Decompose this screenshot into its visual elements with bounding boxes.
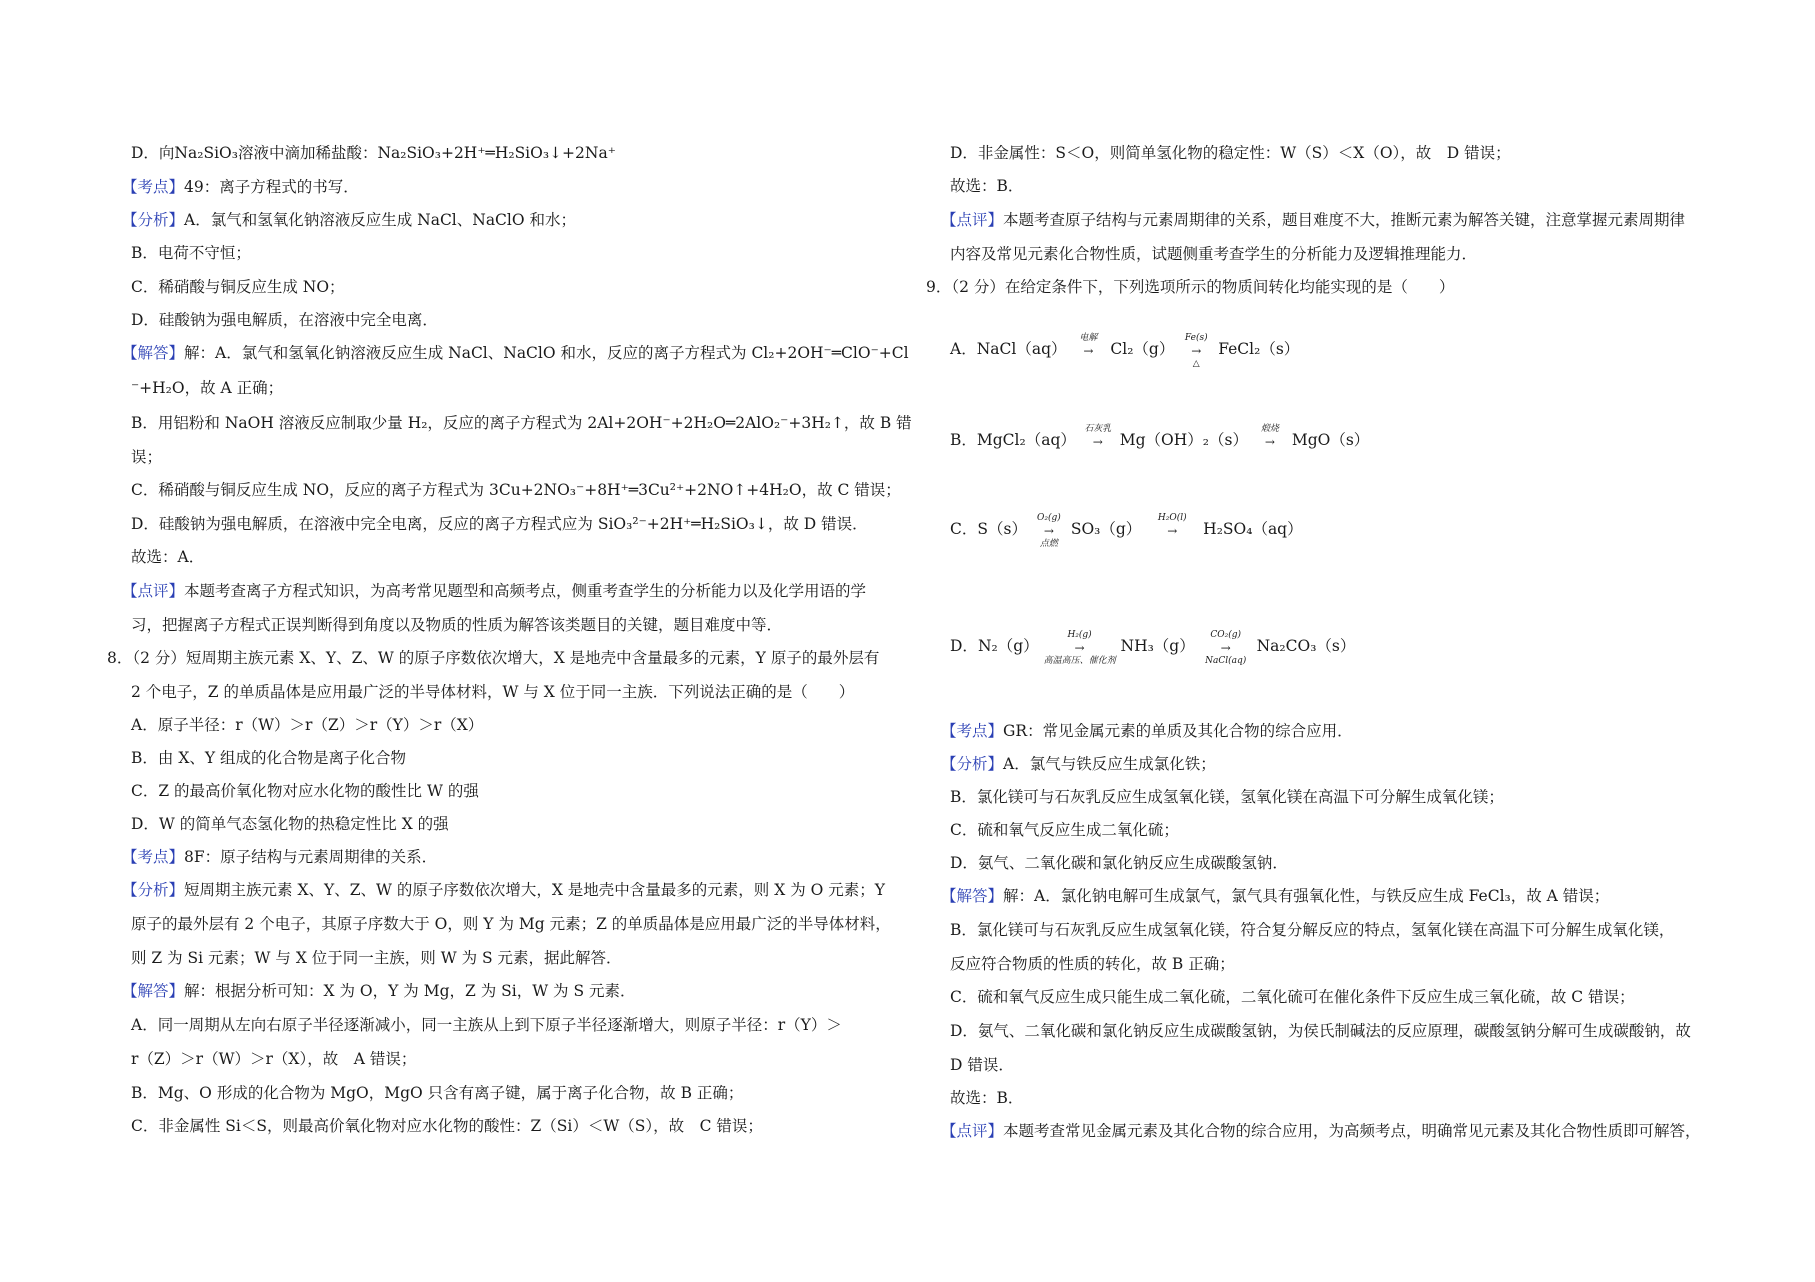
q8-option-c: C．Z 的最高价氧化物对应水化物的酸性比 W 的强 xyxy=(131,782,479,800)
fenxi-tag: 【分析】 xyxy=(941,755,1004,773)
kaodian-tag: 【考点】 xyxy=(122,848,185,866)
q8-option-a: A．原子半径：r（W）＞r（Z）＞r（Y）＞r（X） xyxy=(131,716,484,734)
reaction-arrow: 石灰乳 → xyxy=(1084,424,1112,449)
q9-jieda-d2: D 错误． xyxy=(950,1056,1014,1074)
reaction-arrow: H₂(g) → 高温高压、催化剂 xyxy=(1043,630,1116,666)
q9-fenxi-d: D．氨气、二氧化碳和氯化钠反应生成碳酸氢钠． xyxy=(950,854,1288,872)
q9-fenxi-b: B．氯化镁可与石灰乳反应生成氢氧化镁，氢氧化镁在高温下可分解生成氧化镁； xyxy=(950,788,1504,806)
q9-option-d: D．N₂（g） H₂(g) → 高温高压、催化剂 NH₃（g） CO₂(g) → NaCl(aq) Na₂CO₃（s） xyxy=(950,630,1356,666)
q8-stem-2: 2 个电子，Z 的单质晶体是应用最广泛的半导体材料，W 与 X 位于同一主族．下列说法正确的是（ ） xyxy=(131,683,855,701)
q7-fenxi-c: C．稀硝酸与铜反应生成 NO； xyxy=(131,278,345,296)
q9-dianping: 【点评】本题考查常见金属元素及其化合物的综合应用，为高频考点，明确常见元素及其化合物性质即可解答， xyxy=(941,1122,1701,1140)
jieda-tag: 【解答】 xyxy=(122,344,185,362)
reaction-arrow: H₂O(l) → xyxy=(1146,520,1198,540)
kaodian-tag: 【考点】 xyxy=(941,722,1004,740)
q7-jieda-b1: B．用铝粉和 NaOH 溶液反应制取少量 H₂，反应的离子方程式为 2Al+2OH⁻+2H₂O═2AlO₂⁻+3H₂↑，故 B 错 xyxy=(131,414,912,432)
q8-fenxi: 【分析】短周期主族元素 X、Y、Z、W 的原子序数依次增大，X 是地壳中含量最多的元素，则 X 为 O 元素；Y xyxy=(122,881,885,899)
q8-option-d: D．W 的简单气态氢化物的热稳定性比 X 的强 xyxy=(131,815,449,833)
q9-fenxi: 【分析】A．氯气与铁反应生成氯化铁； xyxy=(941,755,1216,773)
reaction-arrow: CO₂(g) → NaCl(aq) xyxy=(1205,630,1247,666)
q8-dianping: 【点评】本题考查原子结构与元素周期律的关系，题目难度不大，推断元素为解答关键，注意掌握元素周期律 xyxy=(941,211,1686,229)
q9-answer: 故选：B． xyxy=(950,1089,1024,1107)
q8-kaodian: 【考点】8F：原子结构与元素周期律的关系． xyxy=(122,848,438,866)
arrow-right-icon: → xyxy=(1191,344,1202,358)
q7-jieda: 【解答】解：A．氯气和氢氧化钠溶液反应生成 NaCl、NaClO 和水，反应的离子方程式为 Cl₂+2OH⁻═ClO⁻+Cl xyxy=(122,344,909,362)
q7-jieda-b2: 误； xyxy=(131,448,163,466)
q9-option-c: C．S（s） O₂(g) → 点燃 SO₃（g） H₂O(l) → H₂SO₄（aq） xyxy=(950,513,1303,549)
reaction-arrow: Fe(s) → △ xyxy=(1184,333,1208,369)
q9-jieda-b2: 反应符合物质的性质的转化，故 B 正确； xyxy=(950,955,1235,973)
dianping-tag: 【点评】 xyxy=(122,582,185,600)
dianping-tag: 【点评】 xyxy=(941,1122,1004,1140)
reaction-arrow: 煅烧 → xyxy=(1253,431,1287,451)
q7-jieda-d: D．硅酸钠为强电解质，在溶液中完全电离，反应的离子方程式应为 SiO₃²⁻+2H⁺═H₂SiO₃↓，故 D 错误． xyxy=(131,515,868,533)
fenxi-tag: 【分析】 xyxy=(122,211,185,229)
q7-fenxi-b: B．电荷不守恒； xyxy=(131,244,251,262)
q7-jieda-c: C．稀硝酸与铜反应生成 NO，反应的离子方程式为 3Cu+2NO₃⁻+8H⁺═3Cu²⁺+2NO↑+4H₂O，故 C 错误； xyxy=(131,481,901,499)
q9-jieda-b1: B．氯化镁可与石灰乳反应生成氢氧化镁，符合复分解反应的特点，氢氧化镁在高温下可分解生成氧化镁， xyxy=(950,921,1675,939)
arrow-right-icon: → xyxy=(1167,524,1178,538)
arrow-right-icon: → xyxy=(1264,435,1275,449)
q8-jieda-a2: r（Z）＞r（W）＞r（X），故 A 错误； xyxy=(131,1050,417,1068)
q7-dianping: 【点评】本题考查离子方程式知识，为高考常见题型和高频考点，侧重考查学生的分析能力以及化学用语的学 xyxy=(122,582,867,600)
q8-jieda-d: D．非金属性：S＜O，则简单氢化物的稳定性：W（S）＜X（O），故 D 错误； xyxy=(950,144,1511,162)
q9-jieda-d1: D．氨气、二氧化碳和氯化钠反应生成碳酸氢钠，为侯氏制碱法的反应原理，碳酸氢钠分解可生成碳酸钠，故 xyxy=(950,1022,1691,1040)
q8-jieda-a1: A．同一周期从左向右原子半径逐渐减小，同一主族从上到下原子半径逐渐增大，则原子半径：r（Y）＞ xyxy=(131,1016,842,1034)
q7-fenxi-d: D．硅酸钠为强电解质，在溶液中完全电离． xyxy=(131,311,438,329)
q7-kaodian: 【考点】49：离子方程式的书写． xyxy=(122,178,359,196)
q7-answer: 故选：A． xyxy=(131,548,205,566)
q8-jieda-b: B．Mg、O 形成的化合物为 MgO，MgO 只含有离子键，属于离子化合物，故 B 正确； xyxy=(131,1084,744,1102)
q8-option-b: B．由 X、Y 组成的化合物是离子化合物 xyxy=(131,749,407,767)
q8-dianping-2: 内容及常见元素化合物性质，试题侧重考查学生的分析能力及逻辑推理能力． xyxy=(950,245,1478,263)
q9-stem: 9．（2 分）在给定条件下，下列选项所示的物质间转化均能实现的是（ ） xyxy=(926,278,1455,296)
dianping-tag: 【点评】 xyxy=(941,211,1004,229)
reaction-arrow: 电解 → xyxy=(1071,340,1105,360)
arrow-right-icon: → xyxy=(1220,641,1231,655)
jieda-tag: 【解答】 xyxy=(941,887,1004,905)
q7-option-d: D．向Na₂SiO₃溶液中滴加稀盐酸：Na₂SiO₃+2H⁺═H₂SiO₃↓+2Na⁺ xyxy=(131,144,616,162)
q8-fenxi-3: 则 Z 为 Si 元素；W 与 X 位于同一主族，则 W 为 S 元素，据此解答． xyxy=(131,949,622,967)
q8-fenxi-2: 原子的最外层有 2 个电子，其原子序数大于 O，则 Y 为 Mg 元素；Z 的单质晶体是应用最广泛的半导体材料， xyxy=(131,915,891,933)
reaction-arrow: O₂(g) → 点燃 xyxy=(1037,513,1061,549)
jieda-tag: 【解答】 xyxy=(122,982,185,1000)
q9-fenxi-c: C．硫和氧气反应生成二氧化硫； xyxy=(950,821,1179,839)
q8-jieda-c: C．非金属性 Si＜S，则最高价氧化物对应水化物的酸性：Z（Si）＜W（S），故 C 错误； xyxy=(131,1117,763,1135)
q8-jieda: 【解答】解：根据分析可知：X 为 O，Y 为 Mg，Z 为 Si，W 为 S 元素． xyxy=(122,982,636,1000)
q7-dianping-2: 习，把握离子方程式正误判断得到角度以及物质的性质为解答该类题目的关键，题目难度中等． xyxy=(131,616,783,634)
q7-fenxi: 【分析】A．氯气和氢氧化钠溶液反应生成 NaCl、NaClO 和水； xyxy=(122,211,577,229)
arrow-right-icon: → xyxy=(1083,344,1094,358)
q9-option-b: B．MgCl₂（aq） 石灰乳 → Mg（OH）₂（s） 煅烧 → MgO（s） xyxy=(950,424,1370,449)
q8-answer: 故选：B． xyxy=(950,177,1024,195)
q9-option-a: A．NaCl（aq） 电解 → Cl₂（g） Fe(s) → △ FeCl₂（s） xyxy=(950,333,1300,369)
q9-kaodian: 【考点】GR：常见金属元素的单质及其化合物的综合应用． xyxy=(941,722,1353,740)
arrow-right-icon: → xyxy=(1074,641,1085,655)
q9-jieda: 【解答】解：A．氯化钠电解可生成氯气，氯气具有强氧化性，与铁反应生成 FeCl₃，故 A 错误； xyxy=(941,887,1610,905)
kaodian-tag: 【考点】 xyxy=(122,178,185,196)
arrow-right-icon: → xyxy=(1092,435,1103,449)
q7-jieda-a2: ⁻+H₂O，故 A 正确； xyxy=(131,379,284,397)
q9-jieda-c: C．硫和氧气反应生成只能生成二氧化硫，二氧化硫可在催化条件下反应生成三氧化硫，故 C 错误； xyxy=(950,988,1635,1006)
q8-stem-1: 8．（2 分）短周期主族元素 X、Y、Z、W 的原子序数依次增大，X 是地壳中含量最多的元素，Y 原子的最外层有 xyxy=(107,649,880,667)
arrow-right-icon: → xyxy=(1043,524,1054,538)
fenxi-tag: 【分析】 xyxy=(122,881,185,899)
